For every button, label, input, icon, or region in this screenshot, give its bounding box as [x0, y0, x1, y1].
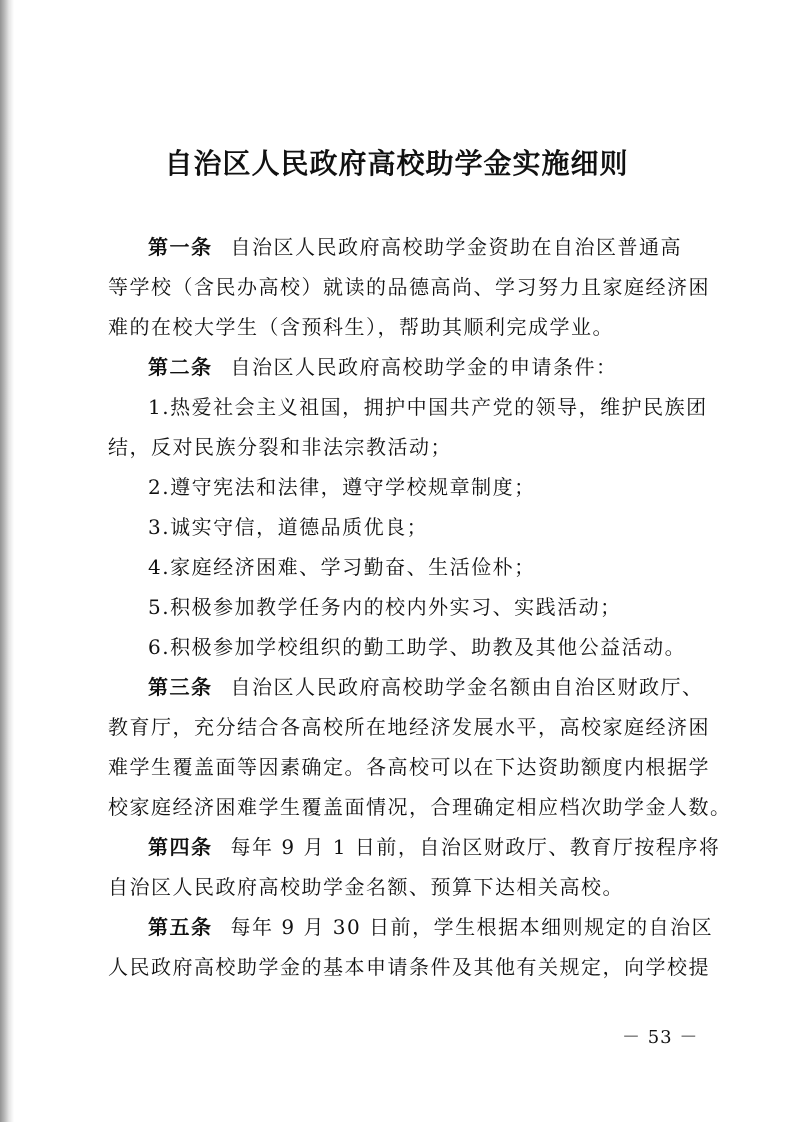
article-4-label: 第四条	[148, 835, 213, 859]
article-5-text: 每年 9 月 30 日前，学生根据本细则规定的自治区	[230, 915, 714, 939]
condition-5: 5.积极参加教学任务内的校内外实习、实践活动；	[148, 595, 622, 619]
article-1-line-3: 难的在校大学生（含预科生），帮助其顺利完成学业。	[108, 315, 614, 339]
article-4-line-1	[108, 827, 721, 867]
article-3-line-1	[108, 667, 708, 707]
article-2-line-1	[108, 347, 708, 387]
article-1-line-1	[108, 227, 708, 267]
article-3-line-3: 难学生覆盖面等因素确定。各高校可以在下达资助额度内根据学	[108, 755, 710, 779]
document-title: 自治区人民政府高校助学金实施细则	[164, 147, 629, 180]
condition-1-line-2: 结，反对民族分裂和非法宗教活动；	[108, 435, 452, 459]
condition-2: 2.遵守宪法和法律，遵守学校规章制度；	[148, 475, 536, 499]
article-1-label: 第一条	[148, 235, 213, 259]
condition-6: 6.积极参加学校组织的勤工助学、助教及其他公益活动。	[148, 635, 687, 659]
article-5-line-1	[108, 907, 714, 947]
article-3-line-4: 校家庭经济困难学生覆盖面情况，合理确定相应档次助学金人数。	[108, 795, 732, 819]
article-4-line-2: 自治区人民政府高校助学金名额、预算下达相关高校。	[108, 875, 624, 899]
page-number: － 53 －	[622, 1027, 699, 1048]
condition-3: 3.诚实守信，道德品质优良；	[148, 515, 429, 539]
article-3-line-2: 教育厅，充分结合各高校所在地经济发展水平，高校家庭经济困	[108, 715, 710, 739]
article-5-line-2: 人民政府高校助学金的基本申请条件及其他有关规定，向学校提	[108, 955, 710, 979]
article-3-text: 自治区人民政府高校助学金名额由自治区财政厅、	[230, 675, 704, 699]
article-1-text: 自治区人民政府高校助学金资助在自治区普通高	[230, 235, 682, 259]
condition-1-line-1: 1.热爱社会主义祖国，拥护中国共产党的领导，维护民族团	[148, 395, 708, 419]
article-2-text: 自治区人民政府高校助学金的申请条件：	[230, 355, 618, 379]
condition-4: 4.家庭经济困难、学习勤奋、生活俭朴；	[148, 555, 536, 579]
article-4-text: 每年 9 月 1 日前，自治区财政厅、教育厅按程序将	[230, 835, 721, 859]
article-1-line-2: 等学校（含民办高校）就读的品德高尚、学习努力且家庭经济困	[108, 275, 710, 299]
article-5-label: 第五条	[148, 915, 213, 939]
article-3-label: 第三条	[148, 675, 213, 699]
document-body	[108, 227, 732, 987]
article-2-label: 第二条	[148, 355, 213, 379]
